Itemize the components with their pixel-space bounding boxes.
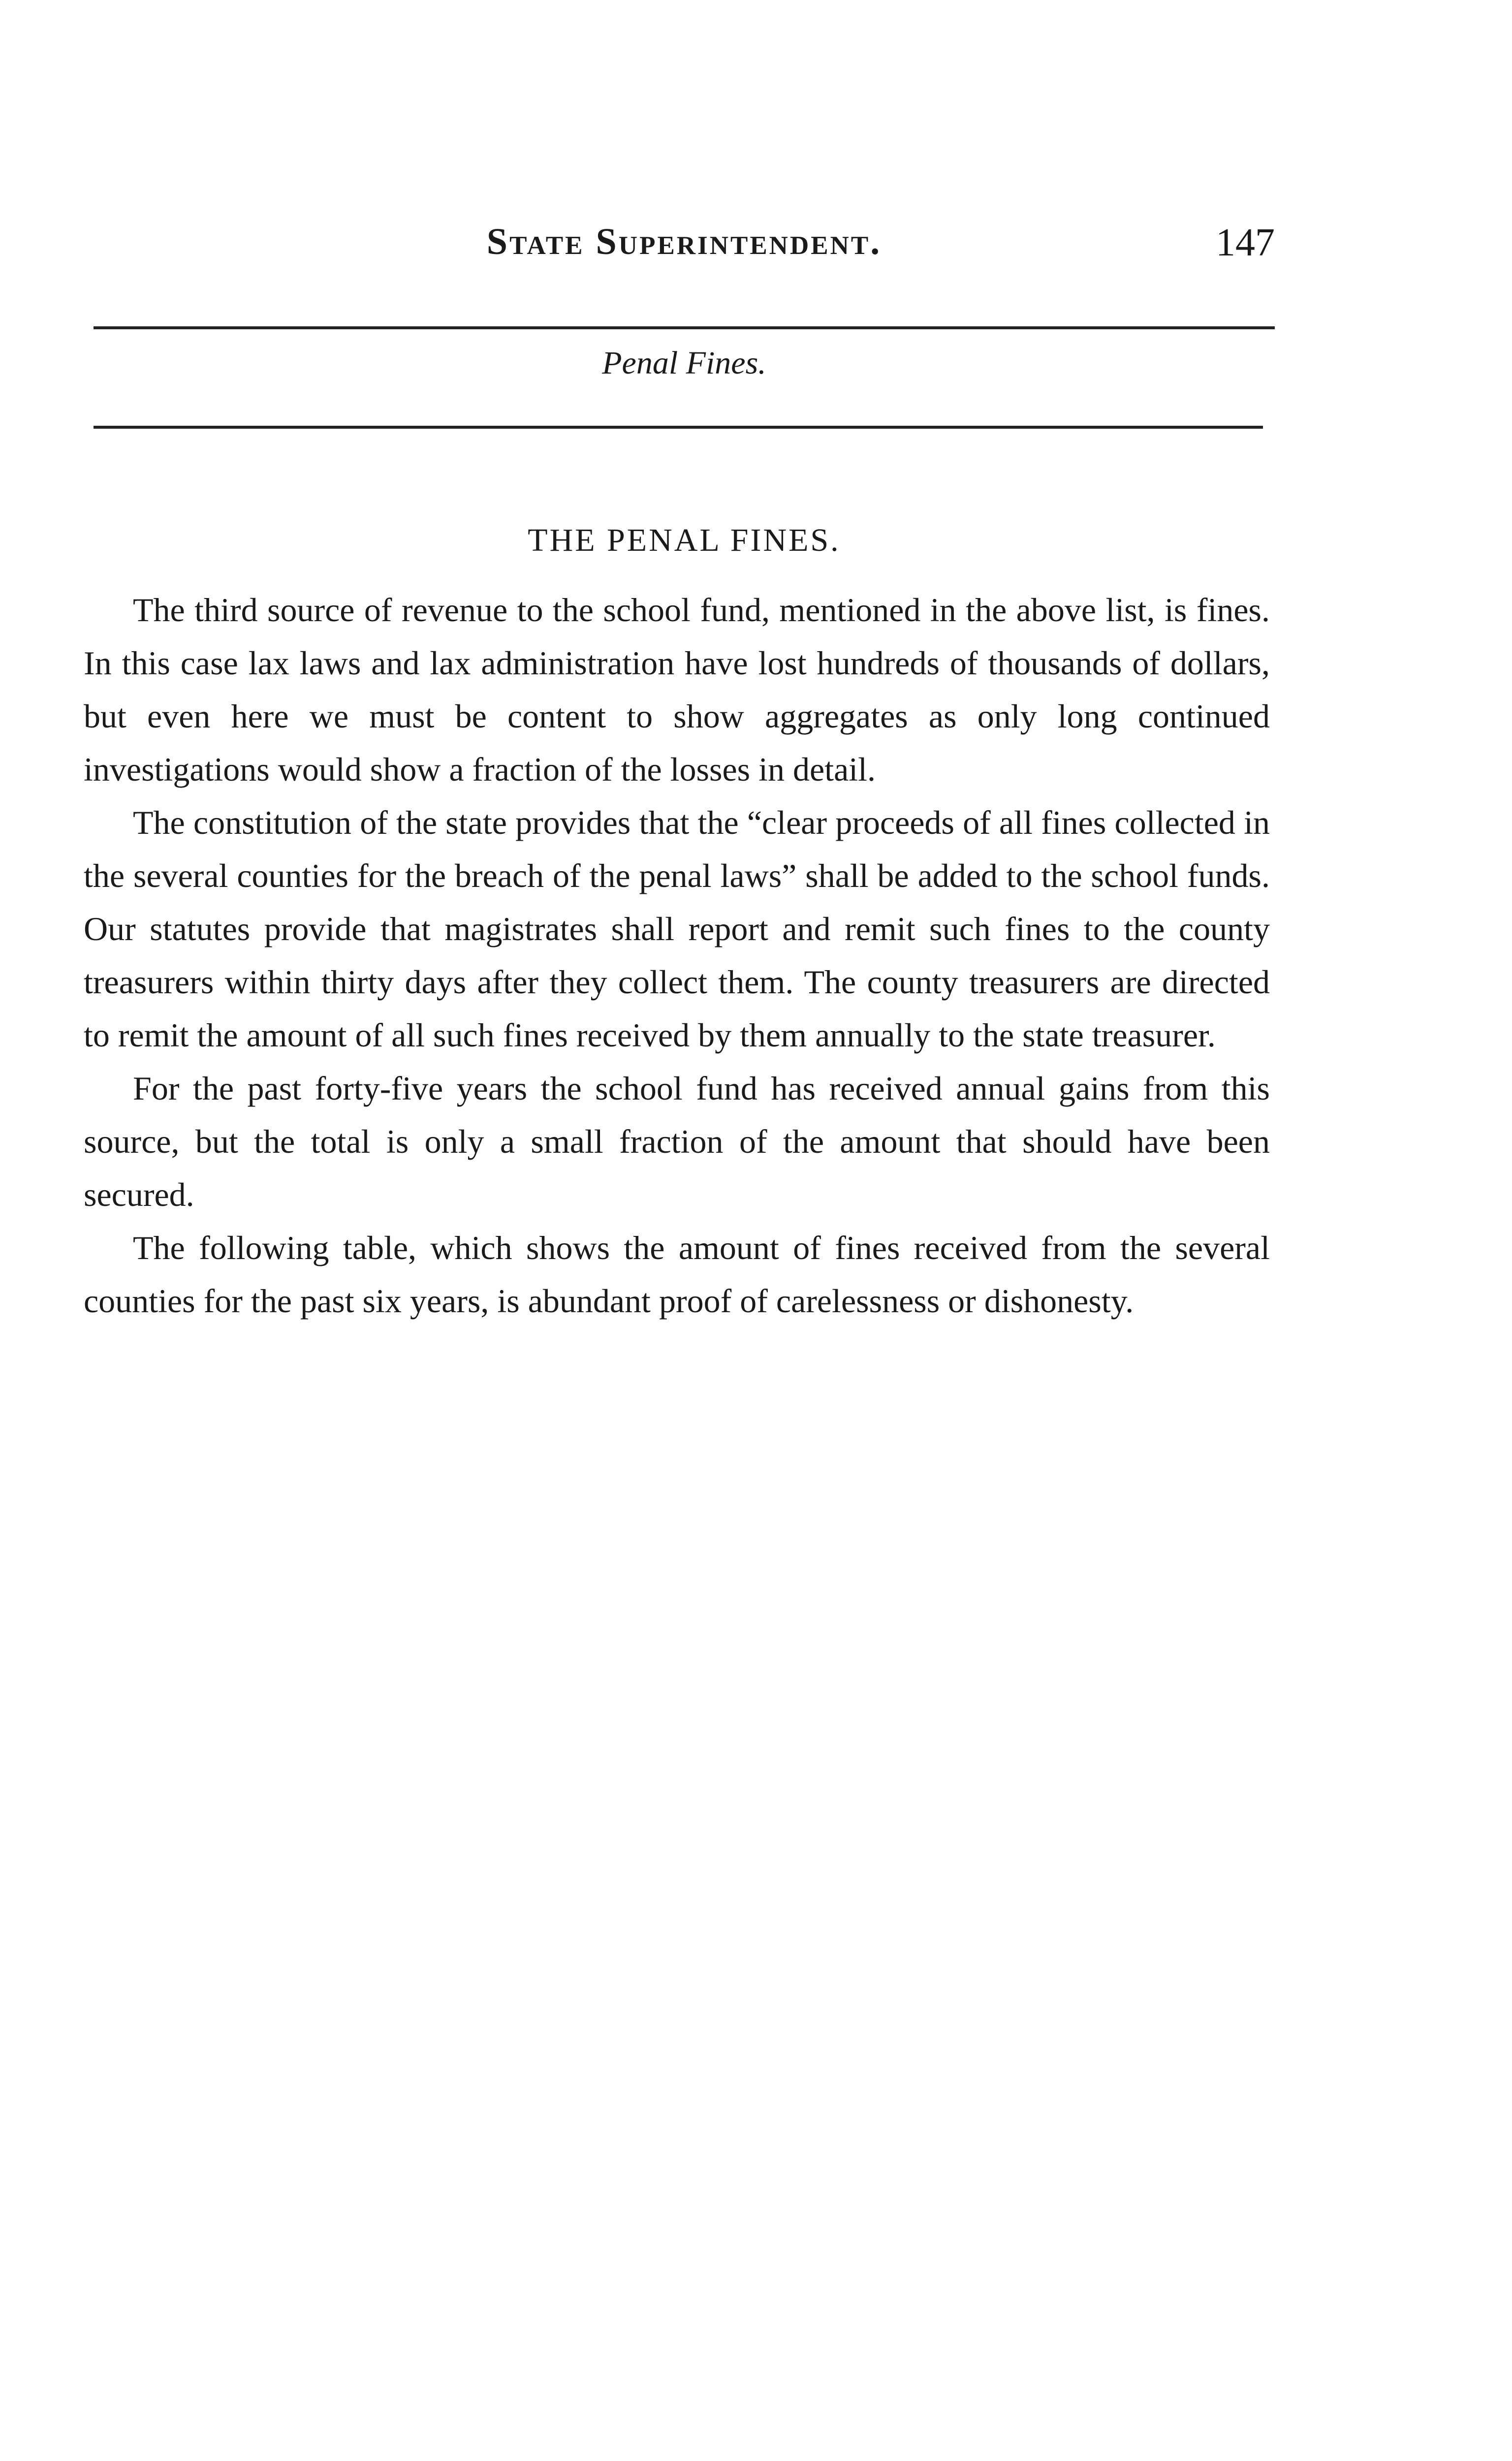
- page-number: 147: [1216, 221, 1275, 264]
- bottom-rule: [94, 426, 1263, 429]
- paragraph: The constitution of the state provides that the “clear proceeds of all fines collected in the several counties for the breach of the penal laws” shall be added to the school funds. Our statutes provide that magistrates shall report and remit such fines to the county treasurers within thirty days after they collect them. The county treasurers are directed to remit the amount of all such fines received by them annually to the state treasurer.: [84, 804, 1270, 1054]
- running-title: State Superintendent.: [486, 221, 882, 262]
- body-text: [84, 583, 1270, 1327]
- paragraph: The third source of revenue to the school fund, mentioned in the above list, is fines. In this case lax laws and lax administration have lost hundreds of thousands of dollars, but even here we must be content to show aggregates as only long continued investigations would show a fraction of the losses in detail.: [84, 591, 1270, 788]
- chapter-title: THE PENAL FINES.: [528, 522, 841, 558]
- section-head: Penal Fines.: [602, 345, 766, 381]
- running-head: [94, 217, 1275, 271]
- paragraph: The following table, which shows the amount of fines received from the several counties for the past six years, is abundant proof of carelessness or dishonesty.: [84, 1229, 1270, 1320]
- paragraph: For the past forty-five years the school fund has received annual gains from this source, but the total is only a small fraction of the amount that should have been secured.: [84, 1070, 1270, 1213]
- top-rule: [94, 326, 1275, 329]
